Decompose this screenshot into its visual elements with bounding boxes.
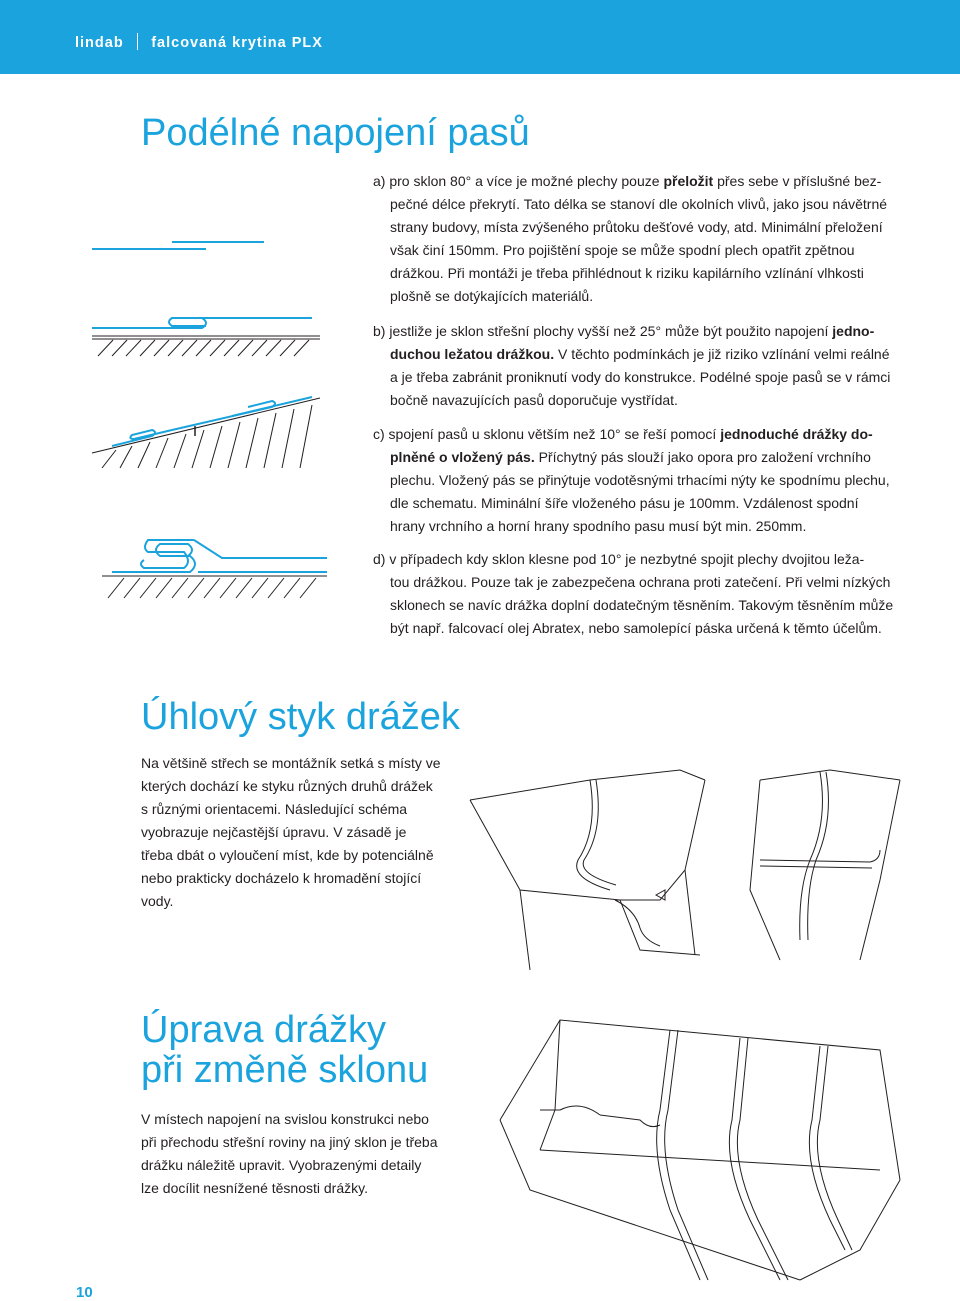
diagram-b bbox=[92, 318, 320, 356]
para-b-bold2: duchou ležatou drážkou. bbox=[390, 346, 555, 362]
para-b-cont bbox=[373, 343, 895, 412]
para-a-bold: přeložit bbox=[663, 173, 714, 189]
para-c-bold1: jednoduché drážky do- bbox=[720, 426, 873, 442]
brand-name: lindab bbox=[75, 35, 124, 51]
paragraph-b bbox=[373, 320, 895, 412]
joint-left bbox=[470, 770, 705, 970]
para-b-rest: V těchto podmínkách je již riziko vzlínání velmi reálné a je třeba zabránit proniknutí vody do konstrukce. Podélné spoje pasů se v rámci bočně navazujících pasů doporučuje vystřídat. bbox=[390, 346, 891, 408]
para-c-bold2: plněné o vložený pás. bbox=[390, 449, 535, 465]
header-brand bbox=[75, 33, 323, 51]
para-a-tail: přes sebe v příslušné bez- bbox=[713, 173, 882, 189]
angular-seam-illustration bbox=[460, 750, 900, 970]
para-c-rest: Příchytný pás slouží jako opora pro založení vrchního plechu. Vložený pás se přinýtuje vodotěsnými trhacími nýty ke spodnímu plechu, dle schematu. Miminální šíře vloženého pásu je 100mm. Vzdálenost spodní hrany vrchního a horní hrany spodního pasu musí být min. 250mm. bbox=[390, 449, 890, 534]
product-name: falcovaná krytina PLX bbox=[151, 35, 323, 51]
header-separator bbox=[137, 33, 139, 50]
uprava-title-line1: Úprava drážky bbox=[141, 1009, 386, 1051]
paragraph-a bbox=[373, 170, 895, 308]
para-b-bold1: jedno- bbox=[832, 323, 875, 339]
para-d-lead: d) v případech kdy sklon klesne pod 10° je nezbytné spojit plechy dvojitou leža- bbox=[373, 551, 865, 567]
section-title-uhlovy: Úhlový styk drážek bbox=[141, 696, 460, 738]
paragraph-c bbox=[373, 423, 895, 538]
uprava-title-line2: při změně sklonu bbox=[141, 1049, 429, 1091]
diagram-c bbox=[92, 397, 320, 468]
paragraph-d bbox=[373, 548, 895, 640]
diagram-d bbox=[102, 540, 327, 598]
para-c-lead: c) spojení pasů u sklonu větším než 10° se řeší pomocí bbox=[373, 426, 721, 442]
seam-diagrams-svg bbox=[72, 178, 340, 608]
page-number: 10 bbox=[76, 1284, 93, 1301]
slope-change-illustration bbox=[500, 1010, 920, 1280]
slope-change-svg bbox=[500, 1010, 920, 1280]
section-title-podelne: Podélné napojení pasů bbox=[141, 112, 530, 154]
para-a-rest: pečné délce překrytí. Tato délka se stanoví dle okolních vlivů, jako jsou návětrné strany budovy, místa zvýšeného průtoku dešťové vody, atd. Minimální přeložení však činí 150mm. Pro pojištění spoje se může spodní plech opatřit zpětnou drážkou. Při montáži je třeba přihlédnout k riziku kapilárního vzlínání vlhkosti plošně se dotýkajících materiálů. bbox=[390, 196, 888, 304]
section-title-uprava bbox=[141, 1010, 428, 1090]
paragraph-uprava: V místech napojení na svislou konstrukci nebo při přechodu střešní roviny na jiný sklon je třeba drážku náležitě upravit. Vyobrazenými detaily lze docílit nesnížené těsnosti drážky. bbox=[141, 1111, 438, 1196]
diagram-a bbox=[92, 242, 264, 249]
para-d-rest: tou drážkou. Pouze tak je zabezpečena ochrana proti zatečení. Při velmi nízkých sklonech se navíc drážka doplní dodatečným těsněním. Takovým těsněním může být např. falcovací olej Abratex, nebo samolepící páska určená k těmto účelům. bbox=[390, 574, 894, 636]
angular-seam-svg bbox=[460, 750, 900, 970]
para-a-lead: a) pro sklon 80° a více je možné plechy pouze bbox=[373, 173, 664, 189]
paragraph-uhlovy: Na většině střech se montážník setká s místy ve kterých dochází ke styku různých druhů drážek s různými orientacemi. Následující schéma vyobrazuje nejčastější úpravu. V zásadě je třeba dbát o vyloučení míst, kde by potenciálně nebo prakticky docházelo k hromadění stojící vody. bbox=[141, 755, 441, 909]
header-bar bbox=[0, 0, 960, 74]
para-c-cont bbox=[373, 446, 895, 538]
joint-right bbox=[750, 770, 900, 960]
seam-diagrams bbox=[72, 178, 340, 608]
para-b-lead: b) jestliže je sklon střešní plochy vyšší než 25° může být použito napojení bbox=[373, 323, 833, 339]
